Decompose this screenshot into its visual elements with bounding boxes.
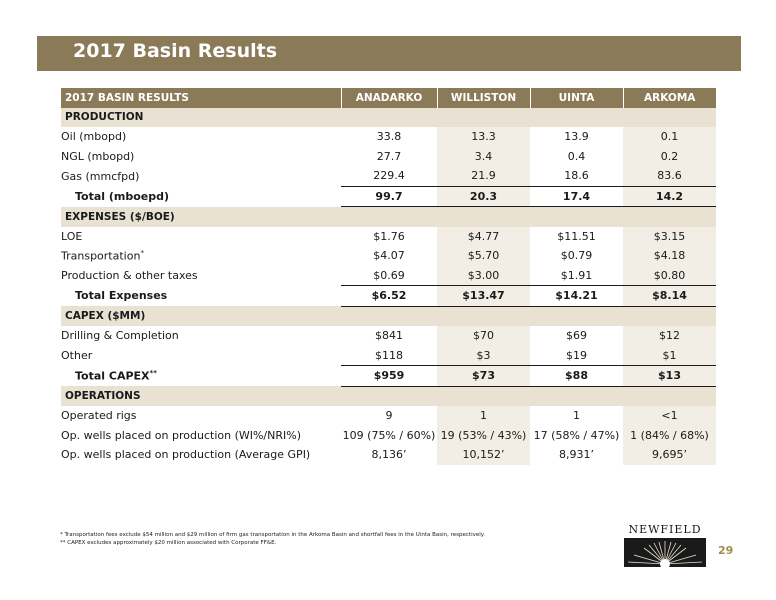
value-cell: $4.07	[373, 249, 405, 263]
header-cell: UINTA	[530, 88, 623, 108]
row-label-text: Op. wells placed on production (Average GPI)	[61, 448, 311, 462]
header-cell: ARKOMA	[623, 88, 716, 108]
value-cell: 1	[437, 406, 530, 426]
header-cell: ANADARKO	[341, 88, 437, 108]
value-cell: $118	[375, 348, 403, 362]
value-cell: $0.69	[373, 268, 405, 282]
logo-text: NEWFIELD	[628, 523, 702, 536]
row-label-text: Gas (mmcfpd)	[61, 169, 140, 183]
row-label	[61, 147, 341, 167]
row-label	[61, 266, 341, 286]
value-cell: $88	[530, 366, 623, 387]
row-label-text: Other	[61, 349, 93, 362]
table-row	[61, 127, 716, 147]
section-title: OPERATIONS	[61, 386, 716, 406]
value-cell: $13.47	[437, 286, 530, 307]
value-cell: 229.4	[373, 169, 405, 183]
table-header-row	[61, 88, 716, 108]
row-label	[61, 445, 341, 465]
value-cell: $3.15	[623, 227, 716, 247]
title-bar	[37, 36, 741, 71]
value-cell: 0.4	[567, 149, 586, 163]
row-label	[61, 127, 341, 147]
section-row	[61, 386, 716, 406]
value-cell: $841	[375, 329, 403, 343]
row-label-text: Oil (mbopd)	[61, 130, 127, 144]
row-label	[61, 227, 341, 247]
value-cell: $3	[437, 346, 530, 366]
value-cell: 8,136’	[371, 448, 407, 462]
value-cell: 19 (53% / 43%)	[437, 426, 530, 446]
value-cell: $1	[623, 346, 716, 366]
footnote: * Transportation fees exclude $54 million and $29 million of firm gas transportation in the Arkoma Basin and shortfall fees in the Uinta Basin, respectively.	[60, 532, 485, 538]
value-cell: 9	[385, 409, 393, 423]
value-cell: 0.1	[623, 127, 716, 147]
section-row	[61, 207, 716, 227]
row-label-text: NGL (mbopd)	[61, 149, 135, 163]
value-cell: 1 (84% / 68%)	[623, 426, 716, 446]
row-label-text: LOE	[61, 229, 83, 243]
value-cell: 13.3	[437, 127, 530, 147]
footnote-marker: **	[149, 368, 157, 377]
table-row	[61, 445, 716, 465]
value-cell: 21.9	[437, 166, 530, 186]
table-row	[61, 346, 716, 366]
section-title: CAPEX ($MM)	[61, 306, 716, 326]
row-label-text: Total (mboepd)	[75, 189, 170, 203]
footnote-marker: *	[140, 248, 144, 257]
value-cell: $19	[566, 348, 587, 362]
value-cell: 99.7	[341, 186, 437, 207]
section-title: EXPENSES ($/BOE)	[61, 207, 716, 227]
value-cell: 8,931’	[559, 448, 594, 462]
value-cell: 9,695’	[623, 445, 716, 465]
value-cell: $13	[623, 366, 716, 387]
row-label	[61, 186, 341, 207]
value-cell: 109 (75% / 60%)	[342, 428, 436, 442]
basin-results-table	[61, 88, 716, 465]
row-label	[61, 246, 341, 266]
value-cell: 10,152’	[437, 445, 530, 465]
page-title: 2017 Basin Results	[73, 40, 278, 62]
value-cell: $11.51	[557, 229, 596, 243]
value-cell: 17 (58% / 47%)	[533, 428, 620, 442]
value-cell: $12	[623, 326, 716, 346]
value-cell: 3.4	[437, 147, 530, 167]
row-label-text: Op. wells placed on production (WI%/NRI%)	[61, 428, 302, 442]
total-row	[61, 366, 716, 387]
row-label-text: Production & other taxes	[61, 269, 198, 282]
value-cell: $8.14	[623, 286, 716, 307]
row-label	[61, 366, 341, 387]
section-title: PRODUCTION	[61, 108, 716, 128]
value-cell: 14.2	[623, 186, 716, 207]
value-cell: $73	[437, 366, 530, 387]
header-cell: WILLISTON	[437, 88, 530, 108]
value-cell: 83.6	[623, 166, 716, 186]
value-cell: $14.21	[530, 286, 623, 307]
table-row	[61, 406, 716, 426]
value-cell: 33.8	[376, 130, 402, 144]
row-label-text: Drilling & Completion	[61, 329, 179, 343]
footnotes	[60, 531, 485, 547]
row-label-text: Total CAPEX	[75, 369, 150, 383]
total-row	[61, 286, 716, 307]
value-cell: $0.80	[623, 266, 716, 286]
value-cell: $0.79	[560, 249, 593, 263]
total-row	[61, 186, 716, 207]
table-row	[61, 227, 716, 247]
table-row	[61, 147, 716, 167]
header-cell: 2017 BASIN RESULTS	[61, 88, 341, 108]
footnote: ** CAPEX excludes approximately $20 million associated with Corporate FF&E.	[60, 540, 277, 546]
table-row	[61, 426, 716, 446]
value-cell: 1	[573, 409, 580, 423]
value-cell: 20.3	[437, 186, 530, 207]
section-row	[61, 108, 716, 128]
page-number: 29	[718, 544, 734, 557]
value-cell: 18.6	[564, 169, 589, 183]
value-cell: 27.7	[376, 149, 402, 163]
row-label-text: Transportation	[61, 249, 141, 263]
value-cell: $69	[566, 329, 587, 343]
value-cell: 0.2	[623, 147, 716, 167]
value-cell: $1.91	[560, 268, 593, 282]
value-cell: $4.18	[623, 246, 716, 266]
row-label-text: Operated rigs	[61, 409, 137, 423]
table-row	[61, 326, 716, 346]
value-cell: $959	[341, 366, 437, 387]
value-cell: $6.52	[341, 286, 437, 307]
row-label	[61, 286, 341, 307]
value-cell: 13.9	[564, 130, 589, 144]
table-row	[61, 266, 716, 286]
value-cell: <1	[623, 406, 716, 426]
row-label	[61, 326, 341, 346]
sunburst-logo-icon	[624, 538, 706, 567]
value-cell: $5.70	[437, 246, 530, 266]
value-cell: $4.77	[437, 227, 530, 247]
value-cell: 17.4	[530, 186, 623, 207]
value-cell: $70	[437, 326, 530, 346]
row-label	[61, 406, 341, 426]
table-row	[61, 246, 716, 266]
value-cell: $1.76	[373, 229, 405, 243]
row-label	[61, 346, 341, 366]
row-label	[61, 166, 341, 186]
table-body	[61, 108, 716, 465]
newfield-logo	[622, 523, 708, 567]
value-cell: $3.00	[437, 266, 530, 286]
row-label	[61, 426, 341, 446]
table-row	[61, 166, 716, 186]
section-row	[61, 306, 716, 326]
row-label-text: Total Expenses	[75, 289, 168, 303]
